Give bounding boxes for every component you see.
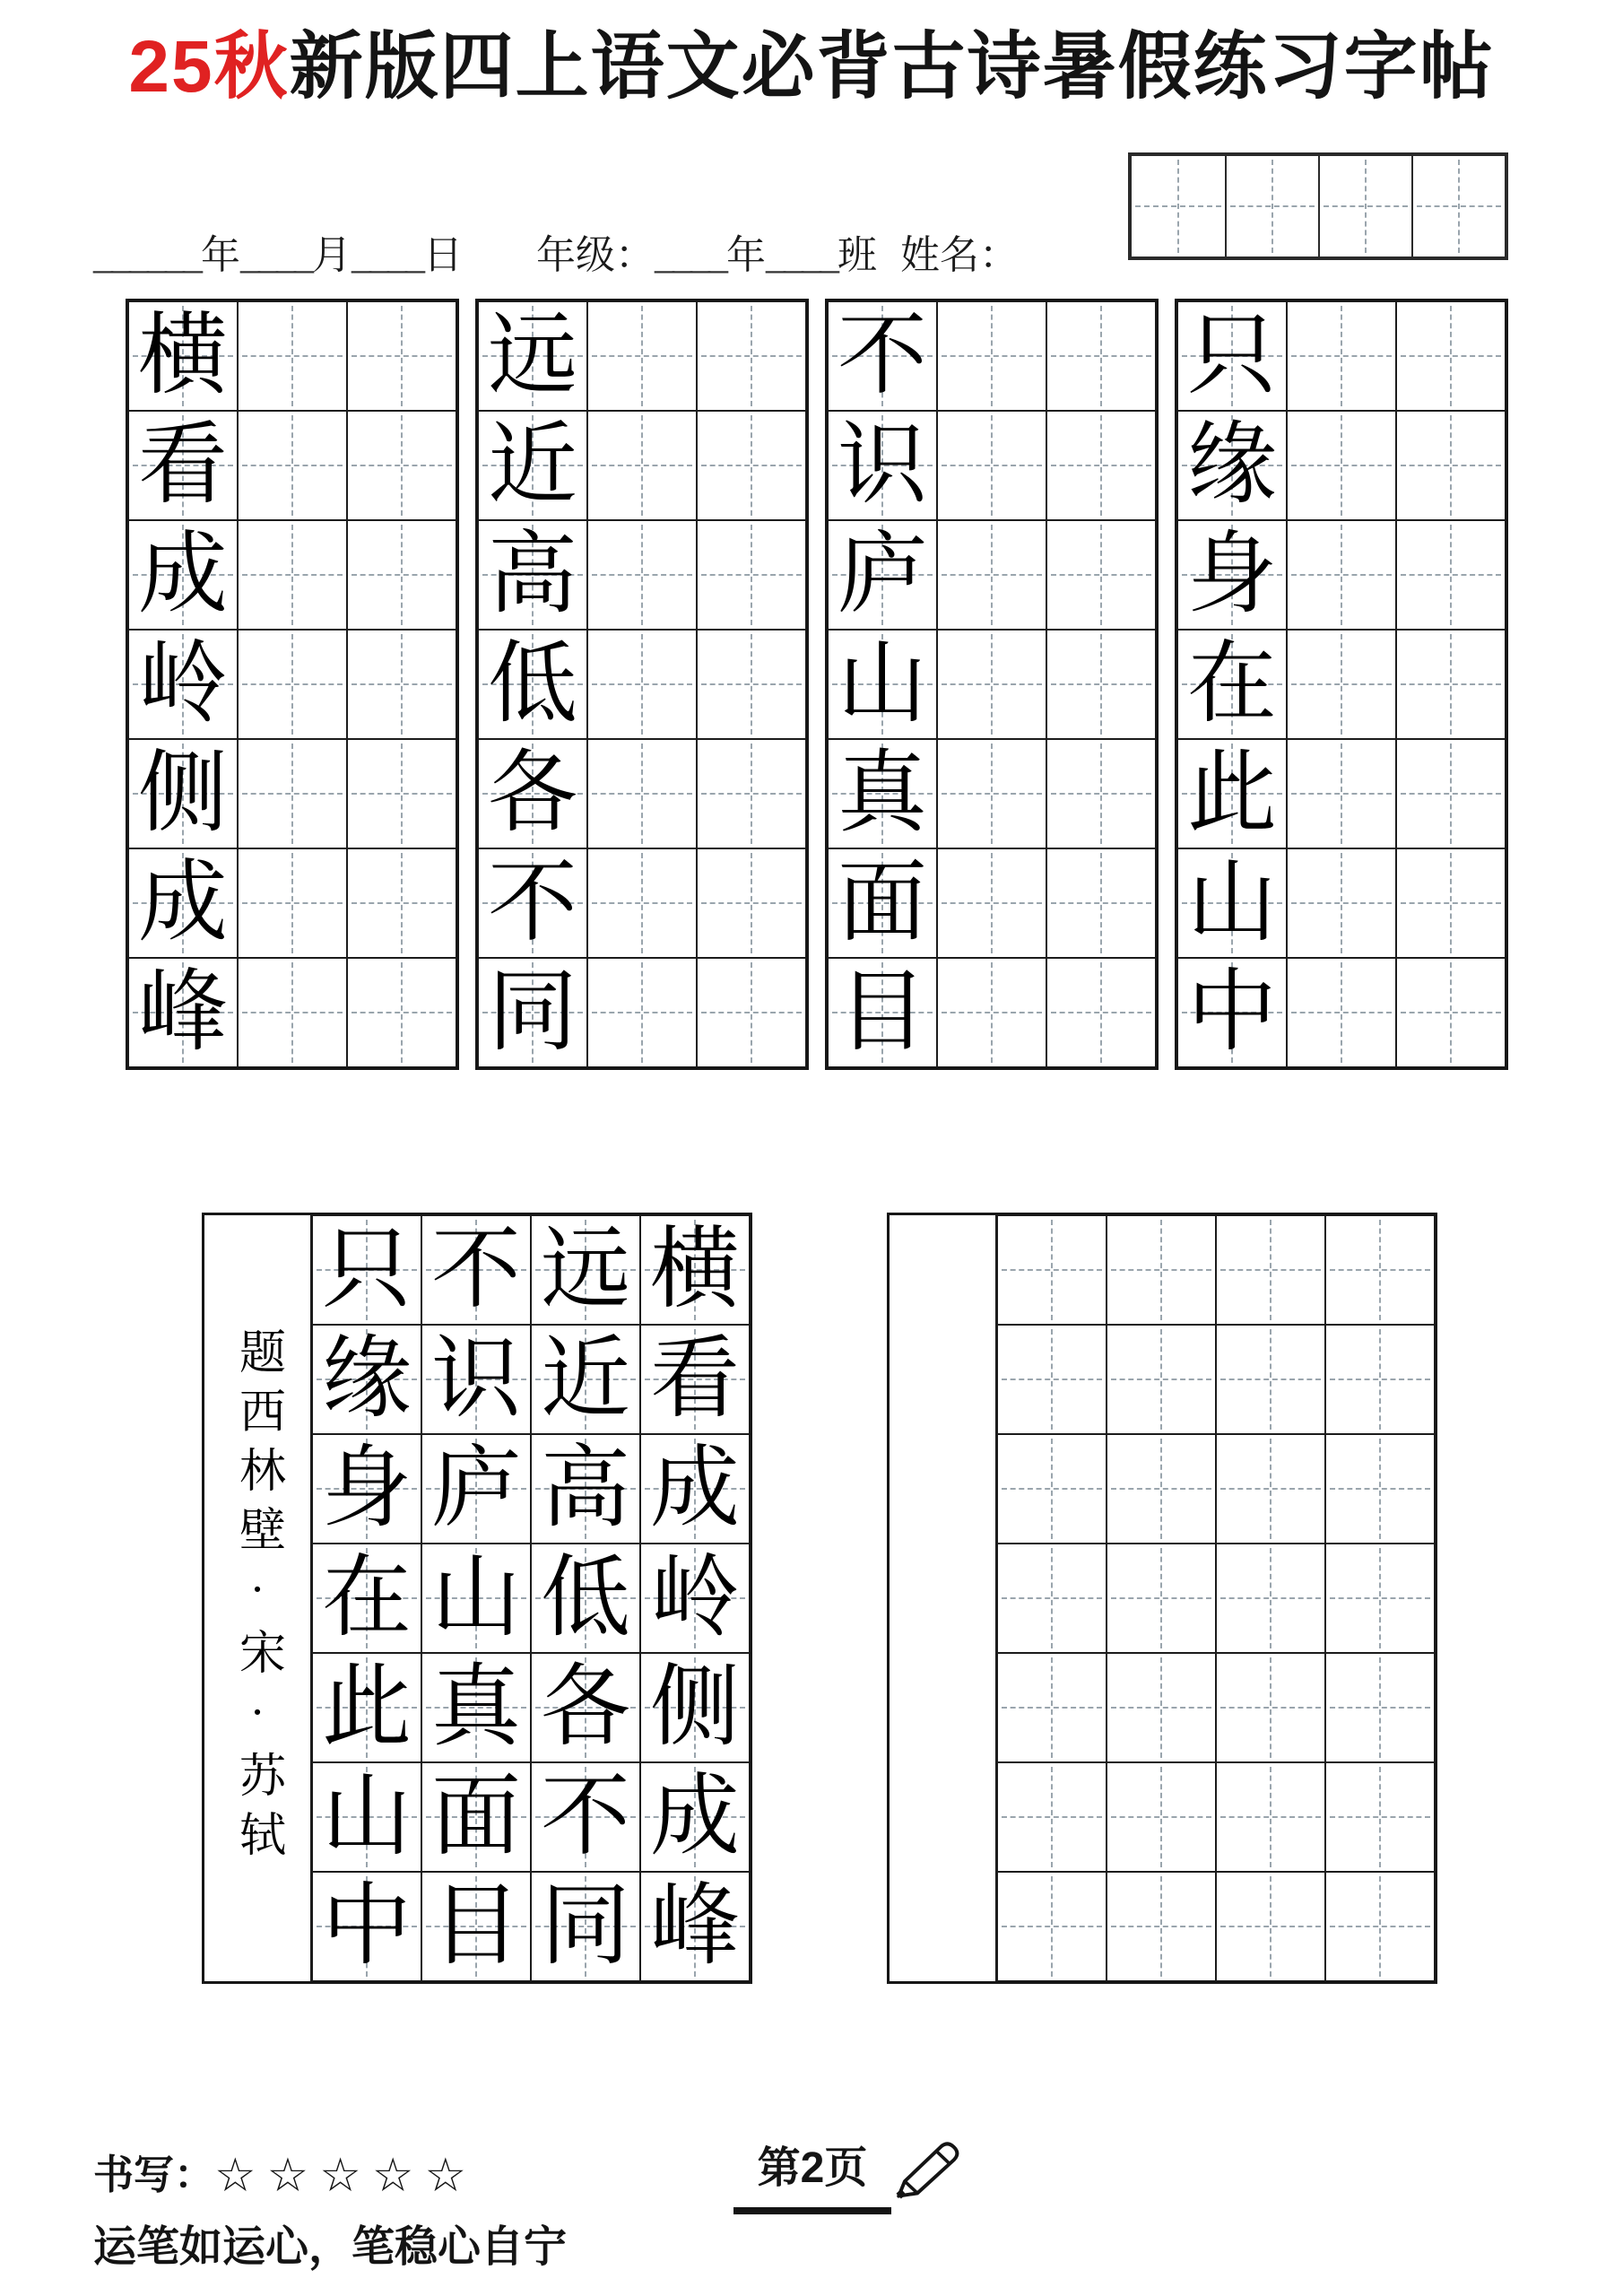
poem-character: 识 [431,1329,521,1429]
poem-character: 在 [1187,634,1277,734]
model-character-cell [421,1325,531,1434]
model-character-cell [421,1872,531,1981]
practice-cell [937,411,1046,520]
practice-cell [587,411,697,520]
practice-cell [1325,1544,1435,1653]
model-character-cell [531,1762,640,1872]
practice-cell [1287,520,1396,630]
practice-cell [587,958,697,1067]
model-character-cell [312,1434,421,1544]
model-character-cell [531,1872,640,1981]
practice-cell [937,630,1046,739]
poem-character: 成 [650,1439,740,1538]
poem-character: 侧 [650,1657,740,1757]
poem-character: 山 [838,634,927,734]
model-character-cell [312,1762,421,1872]
poem-character: 识 [838,415,927,515]
poem-character-grid [312,1215,750,1981]
practice-cell [347,301,456,411]
practice-cell [1107,1872,1216,1981]
practice-cell [1396,301,1506,411]
practice-cell [1287,739,1396,848]
poem-character: 高 [541,1439,630,1538]
model-character-cell [421,1434,531,1544]
model-character-cell [531,1544,640,1653]
practice-grid-line-2 [475,299,809,1070]
page-title [0,25,1623,109]
poem-character: 远 [488,306,577,405]
pen-icon [893,2136,972,2201]
poem-character: 庐 [838,525,927,624]
practice-cell [1396,848,1506,958]
poem-character: 远 [541,1220,630,1319]
name-label: 姓名： [900,233,1019,277]
practice-cell [1287,848,1396,958]
practice-cell [1287,301,1396,411]
practice-cell [1216,1434,1325,1544]
practice-cell [1396,520,1506,630]
model-character-cell [531,1434,640,1544]
practice-cell [347,848,456,958]
model-character-cell [478,301,587,411]
name-grid-cell [1225,156,1318,257]
poem-character: 中 [1187,962,1277,1062]
poem-character: 真 [431,1657,521,1757]
practice-cell [697,520,806,630]
practice-cell [1287,958,1396,1067]
poem-character: 同 [541,1876,630,1976]
model-character-cell [421,1653,531,1762]
model-character-cell [421,1215,531,1325]
model-character-cell [640,1872,750,1981]
poem-character: 在 [322,1548,412,1648]
practice-cell [1216,1325,1325,1434]
model-character-cell [828,739,937,848]
date-month-blank: ____ [240,233,312,277]
practice-cell [587,630,697,739]
poem-character: 低 [541,1548,630,1648]
poem-character: 成 [138,525,228,624]
practice-cell [587,848,697,958]
model-character-cell [1177,739,1287,848]
practice-cell [697,958,806,1067]
practice-cell [1046,520,1156,630]
model-character-cell [312,1325,421,1434]
practice-cell [997,1762,1107,1872]
model-character-cell [640,1434,750,1544]
poem-character: 不 [541,1767,630,1866]
model-character-cell [640,1544,750,1653]
practice-cell [997,1872,1107,1981]
practice-cell [697,411,806,520]
practice-cell [587,301,697,411]
practice-cell [697,739,806,848]
model-character-cell [640,1653,750,1762]
poem-character: 高 [488,525,577,624]
practice-cell [1046,301,1156,411]
practice-cell [1396,739,1506,848]
model-character-cell [128,520,238,630]
poem-character: 真 [838,744,927,843]
grade-year-label: 年 [726,233,766,277]
practice-cell [1107,1653,1216,1762]
day-label: 日 [423,233,463,277]
model-character-cell [128,301,238,411]
model-character-cell [312,1215,421,1325]
poem-character: 山 [431,1548,521,1648]
practice-cell [1396,958,1506,1067]
model-character-cell [828,958,937,1067]
poem-character: 看 [138,415,228,515]
poem-character: 面 [838,853,927,952]
month-label: 月 [312,233,352,277]
model-character-cell [531,1325,640,1434]
practice-cell [238,848,347,958]
practice-cell [1046,958,1156,1067]
practice-cell [238,630,347,739]
practice-cell [997,1215,1107,1325]
poem-title-column [204,1215,312,1981]
practice-cell [587,739,697,848]
practice-cell [1396,630,1506,739]
model-character-cell [478,630,587,739]
practice-grid-line-3 [825,299,1159,1070]
poem-character: 岭 [650,1548,740,1648]
practice-cell [937,848,1046,958]
poem-character: 横 [650,1220,740,1319]
model-character-cell [1177,301,1287,411]
model-character-cell [828,301,937,411]
practice-cell [1216,1762,1325,1872]
practice-cell [1046,411,1156,520]
model-character-cell [478,411,587,520]
writing-score-row [93,2142,477,2203]
poem-character: 峰 [138,962,228,1062]
practice-cell [997,1653,1107,1762]
poem-character: 各 [541,1657,630,1757]
empty-title-column [890,1215,997,1981]
poem-character: 成 [138,853,228,952]
practice-cell [997,1325,1107,1434]
practice-cell [1216,1653,1325,1762]
poem-character: 山 [1187,853,1277,952]
model-character-cell [312,1544,421,1653]
name-grid [1128,152,1508,260]
poem-character: 庐 [431,1439,521,1538]
model-character-cell [531,1215,640,1325]
class-blank: ____ [766,233,838,277]
model-character-cell [128,411,238,520]
practice-cell [238,301,347,411]
model-character-cell [478,739,587,848]
model-character-cell [640,1325,750,1434]
poem-character: 不 [431,1220,521,1319]
practice-cell [697,630,806,739]
poem-character: 山 [322,1767,412,1866]
practice-grid-line-1 [126,299,459,1070]
model-character-cell [421,1762,531,1872]
poem-character: 低 [488,634,577,734]
model-character-cell [640,1215,750,1325]
model-character-cell [128,739,238,848]
practice-cell [238,739,347,848]
motto-text: 运笔如运心，笔稳心自宁 [93,2223,568,2271]
model-character-cell [1177,848,1287,958]
poem-character: 缘 [322,1329,412,1429]
practice-cell [1046,739,1156,848]
practice-cell [937,958,1046,1067]
model-character-cell [828,848,937,958]
practice-cell [697,848,806,958]
poem-character: 目 [431,1876,521,1976]
practice-cell [238,958,347,1067]
practice-cell [937,739,1046,848]
poem-character: 身 [1187,525,1277,624]
model-character-cell [478,958,587,1067]
practice-cell [997,1544,1107,1653]
poem-character: 只 [322,1220,412,1319]
practice-cell [1325,1653,1435,1762]
poem-character: 同 [488,962,577,1062]
practice-cell [238,411,347,520]
poem-character: 不 [488,853,577,952]
practice-cell [1046,848,1156,958]
model-character-cell [128,958,238,1067]
date-day-blank: ____ [352,233,423,277]
poem-character: 侧 [138,744,228,843]
practice-cell [1325,1762,1435,1872]
page-number-underline [733,2207,891,2214]
practice-cell [1216,1872,1325,1981]
practice-cell [347,411,456,520]
practice-cell [1107,1325,1216,1434]
practice-cell [1325,1872,1435,1981]
model-character-cell [1177,958,1287,1067]
model-character-cell [478,520,587,630]
poem-character: 看 [650,1329,740,1429]
practice-cell [587,520,697,630]
star-rating-icons: ☆☆☆☆☆ [214,2150,478,2202]
model-character-cell [640,1762,750,1872]
practice-cell [937,301,1046,411]
practice-cell [1287,411,1396,520]
practice-cell [1107,1544,1216,1653]
poem-character: 岭 [138,634,228,734]
poem-character: 只 [1187,306,1277,405]
practice-cell [1107,1762,1216,1872]
model-character-cell [828,630,937,739]
year-label: 年 [201,233,240,277]
practice-cell [1216,1544,1325,1653]
model-character-cell [421,1544,531,1653]
writing-label: 书写： [93,2152,215,2197]
model-character-cell [312,1653,421,1762]
model-character-cell [128,630,238,739]
poem-character: 峰 [650,1876,740,1976]
practice-cell [238,520,347,630]
practice-cell [997,1434,1107,1544]
title-text: 新版四上语文必背古诗暑假练习字帖 [289,26,1495,108]
info-line [93,222,1019,280]
practice-cell [1046,630,1156,739]
model-character-cell [1177,520,1287,630]
poem-character: 身 [322,1439,412,1538]
poem-character: 横 [138,306,228,405]
practice-cell [1325,1434,1435,1544]
poem-character: 目 [838,962,927,1062]
poem-character: 此 [1187,744,1277,843]
model-character-cell [128,848,238,958]
model-character-cell [478,848,587,958]
poem-block-filled [202,1213,752,1984]
practice-cell [1396,411,1506,520]
grade-label: 年级： [536,233,655,277]
poem-character: 各 [488,744,577,843]
poem-title-vertical: 题西林壁·宋·苏轼 [231,1327,283,1869]
model-character-cell [531,1653,640,1762]
date-year-blank: ______ [93,233,201,277]
poem-block-empty [887,1213,1437,1984]
poem-character: 面 [431,1767,521,1866]
class-label: 班 [838,233,877,277]
poem-character: 中 [322,1876,412,1976]
practice-cell [1325,1215,1435,1325]
title-edition-tag: 25秋 [128,26,290,108]
name-grid-cell [1411,156,1505,257]
page-number-block [733,2133,891,2214]
practice-cell [347,520,456,630]
practice-grid-line-4 [1175,299,1508,1070]
poem-character: 近 [541,1329,630,1429]
practice-cell [1216,1215,1325,1325]
poem-character: 此 [322,1657,412,1757]
model-character-cell [828,411,937,520]
poem-character: 不 [838,306,927,405]
practice-cell [347,739,456,848]
practice-cell [347,630,456,739]
page-number: 第2页 [757,2144,868,2192]
model-character-cell [1177,411,1287,520]
poem-character: 近 [488,415,577,515]
practice-cell [1107,1434,1216,1544]
poem-character: 成 [650,1767,740,1866]
empty-practice-grid [997,1215,1435,1981]
model-character-cell [1177,630,1287,739]
practice-cell [347,958,456,1067]
practice-cell [937,520,1046,630]
model-character-cell [828,520,937,630]
practice-cell [1325,1325,1435,1434]
poem-character: 缘 [1187,415,1277,515]
name-grid-cell [1132,156,1225,257]
practice-cell [697,301,806,411]
practice-cell [1107,1215,1216,1325]
model-character-cell [312,1872,421,1981]
practice-cell [1287,630,1396,739]
name-grid-cell [1318,156,1411,257]
grade-year-blank: ____ [655,233,726,277]
